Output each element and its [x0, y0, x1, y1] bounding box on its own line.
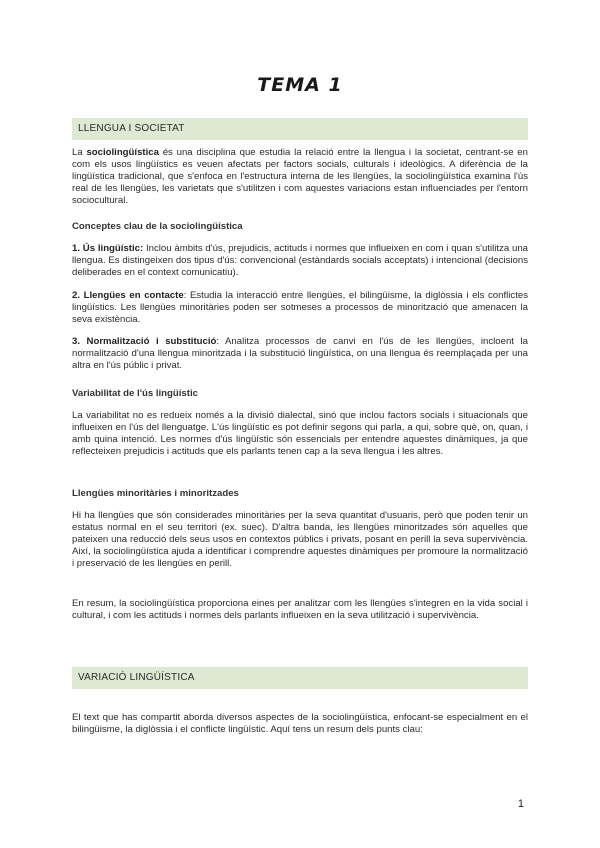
concept-item — [72, 336, 528, 372]
concept-text: Inclou àmbits d'ús, prejudicis, actituds i normes que influeixen en com i quan s'utilitza una llengua. Es distingeixen dos tipus d'ús: convencional (estàndards socials acceptats) i intencional (decisions deliberades en el context comunicatiu). — [72, 243, 528, 278]
minority-heading: Llengües minoritàries i minoritzades — [72, 488, 239, 499]
variability-paragraph: La variabilitat no es redueix només a la divisió dialectal, sinó que inclou factors socials i situacionals que influeixen en l'ús del llenguatge. L'ús lingüístic es pot definir segons qui parla, a qui, sobre què, on, quan, i amb quina intenció. Les normes d'ús lingüístic són essencials per entendre aquestes dinàmiques, ja que reflecteixen prejudicis i actituds que els parlants tenen cap a la seva llengua i les altres. — [72, 410, 528, 457]
section-heading-variacio-linguistica: VARIACIÓ LINGÜÍSTICA — [72, 667, 528, 689]
concept-text: : Estudia la interacció entre llengües, el bilingüisme, la diglòssia i els conflictes lingüístics. Les llengües minoritàries poden ser sotmeses a processos de minorització que amenacen la seva existència. — [72, 290, 528, 325]
page-number: 1 — [517, 798, 524, 810]
concept-item — [72, 243, 528, 279]
concept-item — [72, 290, 528, 326]
section2-intro-paragraph: El text que has compartit aborda diversos aspectes de la sociolingüística, enfocant-se especialment en el bilingüisme, la diglòssia i el conflicte lingüístic. Aquí tens un resum dels punts clau: — [72, 712, 528, 735]
summary-paragraph: En resum, la sociolingüística proporciona eines per analitzar com les llengües s'integren en la vida social i cultural, i com les actituds i normes dels parlants influeixen en la seva utilització i supervivència. — [72, 598, 528, 621]
minority-paragraph: Hi ha llengües que són considerades minoritàries per la seva quantitat d'usuaris, però que poden tenir un estatus normal en el seu territori (ex. suec). D'altra banda, les llengües minoritzades són aquelles que pateixen una reducció dels seus usos en contextos públics i privats, posant en perill la seva supervivència. Així, la sociolingüística ajuda a identificar i comprendre aquestes dinàmiques per promoure la normalització i preservació de les llengües en perill. — [72, 510, 528, 569]
intro-after: és una disciplina que estudia la relació entre la llengua i la societat, centrant-se en com els usos lingüístics es veuen afectats per factors socials, culturals i ideològics. A diferència de la lingüística tradicional, que s'enfoca en l'estructura interna de les llengües, la sociolingüística examina l'ús real de les llengües, les varietats que s'utilitzen i com aquestes variacions estan influenciades per l'entorn sociocultural. — [72, 147, 528, 206]
concepts-heading: Conceptes clau de la sociolingüística — [72, 221, 243, 232]
page-title: TEMA 1 — [257, 74, 343, 96]
concept-label: 3. Normalització i substitució — [72, 336, 217, 347]
section-heading-llengua-societat: LLENGUA I SOCIETAT — [72, 118, 528, 140]
variability-heading: Variabilitat de l'ús lingüístic — [72, 388, 198, 399]
intro-before: La — [72, 147, 87, 158]
concept-label: 2. Llengües en contacte — [72, 290, 184, 301]
intro-paragraph — [72, 147, 528, 207]
intro-term: sociolingüística — [86, 147, 159, 158]
concept-label: 1. Ús lingüístic: — [72, 243, 144, 254]
concept-text: : Analitza processos de canvi en l'ús de les llengües, incloent la normalització d'una llengua minoritzada i la substitució lingüística, on una llengua és reemplaçada per una altra en l'ús públic i privat. — [72, 336, 528, 371]
